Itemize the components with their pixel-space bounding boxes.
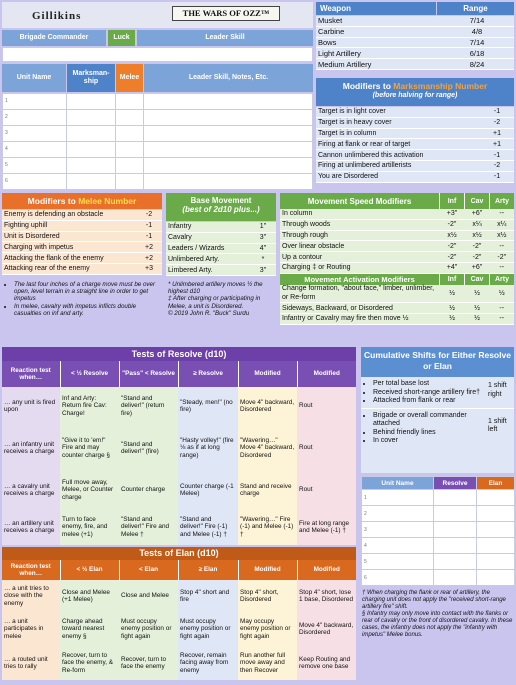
elan-col: < Elan <box>119 560 178 580</box>
elan-row-label: … a routed unit tries to rally <box>2 646 60 680</box>
movement-label: Cavalry <box>166 232 250 243</box>
cumulative-title: Cumulative Shifts for Either Resolve or Elan <box>361 347 514 377</box>
speed-label: Charging ‡ or Routing <box>280 262 440 273</box>
roster-row[interactable] <box>3 174 313 190</box>
movement-value: 1" <box>250 222 276 232</box>
resolve-col: "Pass" < Resolve <box>119 361 178 387</box>
speed-row <box>280 209 514 219</box>
movement-label: Infantry <box>166 222 250 232</box>
marksmanship-header: Marksman-ship <box>67 64 115 92</box>
shift-item: • Per total base lost <box>373 380 488 389</box>
banner-title: THE WARS OF OZZ™ <box>172 6 280 21</box>
speed-value: +4" <box>440 262 465 273</box>
modifier-label: Charging with impetus <box>2 242 136 253</box>
roster-elan-header: Elan <box>477 477 515 490</box>
modifier-value: -1 <box>480 107 514 117</box>
speed-value: -2" <box>440 252 465 263</box>
speed-value: x¼ <box>465 219 490 230</box>
speed-value: -2" <box>490 252 515 263</box>
activation-col: Arty <box>490 273 515 285</box>
resolve-cell: "Stand and deliver!" (fire) <box>119 425 178 471</box>
speed-value: x¼ <box>490 219 515 230</box>
elan-cell: Run another full move away and then Recover <box>238 646 297 680</box>
resolve-row-label: … a cavalry unit receives a charge <box>2 471 60 509</box>
modifier-value: +1 <box>480 128 514 139</box>
movement-row <box>166 265 276 276</box>
movement-value: 3" <box>250 232 276 243</box>
modifier-value: +2 <box>136 242 162 253</box>
resolve-cell: "Hasty volley!" (fire ⅛ as if at long range) <box>178 425 238 471</box>
roster-row[interactable] <box>362 506 515 522</box>
weapon-name: Carbine <box>316 26 440 37</box>
weapon-range: 4/8 <box>440 26 514 37</box>
weapon-row <box>316 16 514 26</box>
movement-row <box>166 243 276 254</box>
roster-resolve-header: Resolve <box>434 477 477 490</box>
movement-value: 4" <box>250 243 276 254</box>
roster-row[interactable] <box>3 126 313 142</box>
speed-value: x½ <box>490 230 515 241</box>
base-movement-note: * Unlimbered artillery moves ½ the highest d10 <box>168 281 263 296</box>
elan-cell: Stop 4" short and fire <box>178 580 238 612</box>
speed-value: +6" <box>465 262 490 273</box>
melee-notes <box>2 281 162 317</box>
row-number: 6 <box>362 570 434 586</box>
activation-title: Movement Activation Modifiers <box>304 275 415 285</box>
modifier-value: +2 <box>136 253 162 264</box>
resolve-cell: Counter charge (-1 Melee) <box>178 471 238 509</box>
elan-cell: Must occupy enemy position or fight again <box>178 612 238 646</box>
row-number: 3 <box>3 126 67 142</box>
elan-col: Reaction test when… <box>2 560 60 580</box>
weapon-row <box>316 59 514 70</box>
resolve-col: Reaction test when… <box>2 361 60 387</box>
base-movement-notes <box>168 281 276 317</box>
shift-item: • Brigade or overall commander attached <box>373 412 488 429</box>
activation-label: Infantry or Cavalry may fire then move ½ <box>280 314 440 325</box>
weapon-table <box>316 2 514 76</box>
elan-row-label: … a unit participates in melee <box>2 612 60 646</box>
modifier-label: Unit is Disordered <box>2 231 136 242</box>
activation-value: -- <box>490 303 515 314</box>
weapon-name: Bows <box>316 37 440 48</box>
modifier-row <box>316 107 514 117</box>
weapon-row <box>316 37 514 48</box>
roster-row[interactable] <box>362 490 515 506</box>
marksmanship-title-highlight: Marksmanship Number <box>393 81 488 91</box>
footnotes <box>362 590 514 683</box>
movement-row <box>166 254 276 265</box>
resolve-row <box>2 387 356 425</box>
base-movement-rows <box>166 222 276 276</box>
resolve-cell: Move 4" backward, Disordered <box>238 387 297 425</box>
modifier-row <box>2 220 162 231</box>
resolve-cell: Counter charge <box>119 471 178 509</box>
movement-row <box>166 222 276 232</box>
speed-value: -2" <box>465 252 490 263</box>
activation-row <box>280 285 514 303</box>
resolve-cell: Full move away, Melee, or Counter charge <box>60 471 119 509</box>
resolve-col: ≥ Resolve <box>178 361 238 387</box>
roster-row[interactable] <box>3 158 313 174</box>
roster-rows <box>2 93 313 190</box>
activation-value: ½ <box>490 285 515 303</box>
unit-roster <box>2 64 313 188</box>
movement-label: Leaders / Wizards <box>166 243 250 254</box>
speed-value: -- <box>490 209 515 219</box>
elan-cell: Stop 4" short, Disordered <box>238 580 297 612</box>
modifier-value: -1 <box>480 171 514 182</box>
modifier-label: Target is in heavy cover <box>316 117 480 128</box>
row-number: 1 <box>362 490 434 506</box>
modifier-label: You are Disordered <box>316 171 480 182</box>
row-number: 2 <box>362 506 434 522</box>
movement-value: * <box>250 254 276 265</box>
game-title: Gillikins <box>32 10 82 22</box>
activation-row <box>280 314 514 325</box>
modifier-row <box>316 171 514 182</box>
elan-cell: Stop 4" short, lose 1 base, Disordered <box>297 580 356 612</box>
marksmanship-subtitle: (before halving for range) <box>372 92 458 99</box>
shift-item: • Behind friendly lines <box>373 429 488 438</box>
weapon-name: Musket <box>316 16 440 26</box>
tests-of-resolve <box>2 347 356 545</box>
cumulative-group-right <box>361 380 514 409</box>
notes-header: Leader Skill, Notes, Etc. <box>144 64 313 92</box>
modifier-label: Target is in column <box>316 128 480 139</box>
roster-row[interactable] <box>3 110 313 126</box>
modifier-row <box>2 253 162 264</box>
activation-value: ½ <box>440 303 465 314</box>
row-number: 1 <box>3 94 67 110</box>
modifier-value: -1 <box>480 150 514 161</box>
weapon-name: Medium Artillery <box>316 59 440 70</box>
melee-title-highlight: Melee Number <box>78 196 137 206</box>
elan-row <box>2 612 356 646</box>
modifier-row <box>316 117 514 128</box>
modifier-value: -2 <box>480 160 514 171</box>
activation-col: Inf <box>440 273 465 285</box>
elan-cell: Recover, turn to face the enemy, & Re-form <box>60 646 119 680</box>
unit-name-header: Unit Name <box>2 64 66 92</box>
activation-value: -- <box>490 314 515 325</box>
resolve-cell: "Steady, men!" (no fire) <box>178 387 238 425</box>
weapon-row <box>316 26 514 37</box>
speed-row <box>280 230 514 241</box>
speed-row <box>280 219 514 230</box>
weapon-col-header: Weapon <box>316 2 436 15</box>
speed-value: -- <box>490 241 515 252</box>
row-number: 5 <box>3 158 67 174</box>
speed-value: -2" <box>440 219 465 230</box>
footnote: † When charging the flank or rear of artillery, the charging unit does not apply the "received short-range artillery fire" shift. <box>362 590 506 610</box>
speed-row <box>280 262 514 273</box>
speed-label: Up a contour <box>280 252 440 263</box>
weapon-name: Light Artillery <box>316 48 440 59</box>
elan-cell: Must occupy enemy position or fight again <box>119 612 178 646</box>
activation-value: ½ <box>465 314 490 325</box>
speed-title: Movement Speed Modifiers <box>307 196 412 206</box>
activation-value: ½ <box>465 303 490 314</box>
title-bar <box>2 2 313 28</box>
elan-row <box>2 646 356 680</box>
brigade-entry-row[interactable] <box>2 47 313 62</box>
speed-value: +6" <box>465 209 490 219</box>
elan-header-row <box>2 560 356 580</box>
row-number: 4 <box>3 142 67 158</box>
modifier-value: +3 <box>136 263 162 274</box>
resolve-cell: Rout <box>297 471 356 509</box>
elan-row <box>2 580 356 612</box>
speed-label: Through rough <box>280 230 440 241</box>
shift-item: • Attacked from flank or rear <box>373 397 488 406</box>
weapon-rows <box>316 16 514 70</box>
resolve-cell: "Wavering…" Move 4" backward, Disordered <box>238 425 297 471</box>
row-number: 5 <box>362 554 434 570</box>
roster-unit-name-header: Unit Name <box>362 477 434 490</box>
resolve-cell: Inf and Arty: Return fire Cav: Charge! <box>60 387 119 425</box>
resolve-col: Modified <box>238 361 297 387</box>
resolve-col: < ½ Resolve <box>60 361 119 387</box>
leader-skill-header: Leader Skill <box>137 30 313 46</box>
speed-header-row <box>280 193 514 209</box>
roster-row[interactable] <box>3 94 313 110</box>
resolve-cell: "Wavering…" Fire (-1) and Melee (-1) † <box>238 509 297 545</box>
movement-label: Limbered Arty. <box>166 265 250 276</box>
melee-title <box>2 193 162 209</box>
activation-value: ½ <box>440 314 465 325</box>
copyright: © 2019 John R. "Buck" Surdu <box>168 309 250 317</box>
resolve-row <box>2 471 356 509</box>
activation-row <box>280 303 514 314</box>
resolve-cell: Turn to face enemy, fire, and melee (+1) <box>60 509 119 545</box>
resolve-cell: "Give it to 'em!" Fire and may counter charge § <box>60 425 119 471</box>
elan-cell: Charge ahead toward nearest enemy § <box>60 612 119 646</box>
modifier-label: Firing at unlimbered artillerists <box>316 160 480 171</box>
resolve-col: Modified <box>313 370 340 378</box>
melee-rows <box>2 210 162 275</box>
speed-col: Arty <box>490 193 515 209</box>
speed-value: x½ <box>440 230 465 241</box>
resolve-title: Tests of Resolve (d10) <box>2 347 356 361</box>
speed-value: -2" <box>465 241 490 252</box>
elan-row-label: … a unit tries to close with the enemy <box>2 580 60 612</box>
speed-label: In column <box>280 209 440 219</box>
row-number: 4 <box>362 538 434 554</box>
cumulative-body <box>361 377 514 473</box>
footnote: § Infantry may only move into contact with the flanks or rear of cavalry or the front of disordered cavalry. In these cases, the infantry does not apply the "infantry with impetus" Melee bonus. <box>362 611 513 638</box>
brigade-commander-header: Brigade Commander <box>2 30 106 46</box>
weapon-range: 8/24 <box>440 59 514 70</box>
elan-cell: Keep Routing and remove one base <box>297 646 356 680</box>
marksmanship-title <box>316 78 514 106</box>
modifier-row <box>316 139 514 150</box>
resolve-row <box>2 425 356 471</box>
melee-header: Melee <box>116 64 143 92</box>
weapon-range: 6/18 <box>440 48 514 59</box>
resolve-cell: Rout <box>297 387 356 425</box>
shift-amount: 1 shift left <box>488 417 507 433</box>
activation-header-row <box>280 273 514 285</box>
resolve-cell: Rout <box>297 425 356 471</box>
resolve-cell: "Stand and deliver!" (return fire) <box>119 387 178 425</box>
shift-amount: 1 shift right <box>488 382 507 398</box>
modifier-row <box>316 160 514 171</box>
resolve-row <box>2 509 356 545</box>
base-movement-note: ‡ After charging or participating in Melee, a unit is Disordered. <box>168 295 261 310</box>
modifier-value: -1 <box>136 220 162 231</box>
elan-cell: May occupy enemy position or fight again <box>238 612 297 646</box>
elan-cell: Close and Melee (+1 Melee) <box>60 580 119 612</box>
modifier-row <box>316 150 514 161</box>
modifier-value: -2 <box>480 117 514 128</box>
resolve-elan-roster <box>361 476 514 588</box>
roster-row[interactable] <box>362 522 515 538</box>
modifier-row <box>316 128 514 139</box>
speed-col: Cav <box>465 193 490 209</box>
base-movement <box>166 193 276 343</box>
speed-value: +3" <box>440 209 465 219</box>
speed-row <box>280 241 514 252</box>
elan-cell: Recover, turn to face the enemy <box>119 646 178 680</box>
melee-note: • The last four inches of a charge move must be over open, level terrain in a straight line in order to get impetus <box>14 281 162 303</box>
activation-label: Sideways, Backward, or Disordered <box>280 303 440 314</box>
luck-header: Luck <box>108 30 135 46</box>
row-number: 2 <box>3 110 67 126</box>
modifier-label: Target is in light cover <box>316 107 480 117</box>
shift-item: • In cover <box>373 437 488 446</box>
resolve-cell: Fire at long range and Melee (-1) † <box>297 509 356 545</box>
elan-col: Modified <box>238 560 297 580</box>
shift-item: • Received short-range artillery fire† <box>373 389 488 398</box>
speed-value: -2" <box>440 241 465 252</box>
modifier-row <box>2 231 162 242</box>
modifier-row <box>2 242 162 253</box>
resolve-row-label: … an artillery unit receives a charge <box>2 509 60 545</box>
elan-col: < ½ Elan <box>60 560 119 580</box>
modifier-row <box>2 210 162 220</box>
weapon-range: 7/14 <box>440 16 514 26</box>
modifier-label: Cannon unlimbered this activation <box>316 150 480 161</box>
elan-cell: Close and Melee <box>119 580 178 612</box>
speed-col: Inf <box>440 193 465 209</box>
roster-row[interactable] <box>362 538 515 554</box>
resolve-cell: "Stand and deliver!" Fire and Melee † <box>119 509 178 545</box>
speed-value: x½ <box>465 230 490 241</box>
marksmanship-title-prefix: Modifiers to <box>342 81 394 91</box>
activation-col: Cav <box>465 273 490 285</box>
resolve-row-label: … an infantry unit receives a charge <box>2 425 60 471</box>
weapon-row <box>316 48 514 59</box>
speed-modifiers <box>280 193 514 343</box>
roster-header-row <box>362 477 515 490</box>
modifier-value: -1 <box>136 231 162 242</box>
marksmanship-rows <box>316 107 514 183</box>
base-movement-heading: Base Movement <box>190 196 252 205</box>
modifier-label: Firing at flank or rear of target <box>316 139 480 150</box>
elan-col: Modified <box>313 566 340 574</box>
weapon-range: 7/14 <box>440 37 514 48</box>
movement-row <box>166 232 276 243</box>
cumulative-shifts <box>361 347 514 473</box>
resolve-header-row <box>2 361 356 387</box>
modifier-label: Fighting uphill <box>2 220 136 231</box>
modifier-label: Enemy is defending an obstacle <box>2 210 136 220</box>
elan-cell: Move 4" backward, Disordered <box>297 612 356 646</box>
melee-title-prefix: Modifiers to <box>27 196 79 206</box>
modifier-row <box>2 263 162 274</box>
row-number: 3 <box>362 522 434 538</box>
tests-of-elan <box>2 547 356 683</box>
resolve-cell: Stand and receive charge <box>238 471 297 509</box>
resolve-cell: "Stand and deliver!" Fire (-1) and Melee (-1) † <box>178 509 238 545</box>
roster-row[interactable] <box>362 570 515 586</box>
modifier-value: -2 <box>136 210 162 220</box>
movement-value: 3" <box>250 265 276 276</box>
melee-note: • In melee, cavalry with impetus inflicts double casualties on inf and arty. <box>14 303 162 317</box>
melee-modifiers <box>2 193 162 343</box>
row-number: 6 <box>3 174 67 190</box>
activation-value: ½ <box>440 285 465 303</box>
marksmanship-modifiers <box>316 78 514 188</box>
movement-label: Unlimbered Arty. <box>166 254 250 265</box>
activation-label: Change formation, "about face," limber, unlimber, or Re-form <box>280 285 440 303</box>
modifier-label: Attacking rear of the enemy <box>2 263 136 274</box>
range-col-header: Range <box>437 2 514 15</box>
speed-label: Over linear obstacle <box>280 241 440 252</box>
activation-value: ½ <box>465 285 490 303</box>
base-movement-subtitle: (best of 2d10 plus...) <box>182 205 260 214</box>
modifier-value: +1 <box>480 139 514 150</box>
elan-title: Tests of Elan (d10) <box>2 547 356 560</box>
base-movement-title <box>166 193 276 221</box>
speed-label: Through woods <box>280 219 440 230</box>
roster-row[interactable] <box>362 554 515 570</box>
speed-row <box>280 252 514 263</box>
modifier-label: Attacking the flank of the enemy <box>2 253 136 264</box>
resolve-row-label: … any unit is fired upon <box>2 387 60 425</box>
elan-col: ≥ Elan <box>178 560 238 580</box>
brigade-header <box>2 30 313 46</box>
elan-cell: Recover, remain facing away from enemy <box>178 646 238 680</box>
speed-value: -- <box>490 262 515 273</box>
cumulative-group-left <box>361 409 514 446</box>
roster-row[interactable] <box>3 142 313 158</box>
